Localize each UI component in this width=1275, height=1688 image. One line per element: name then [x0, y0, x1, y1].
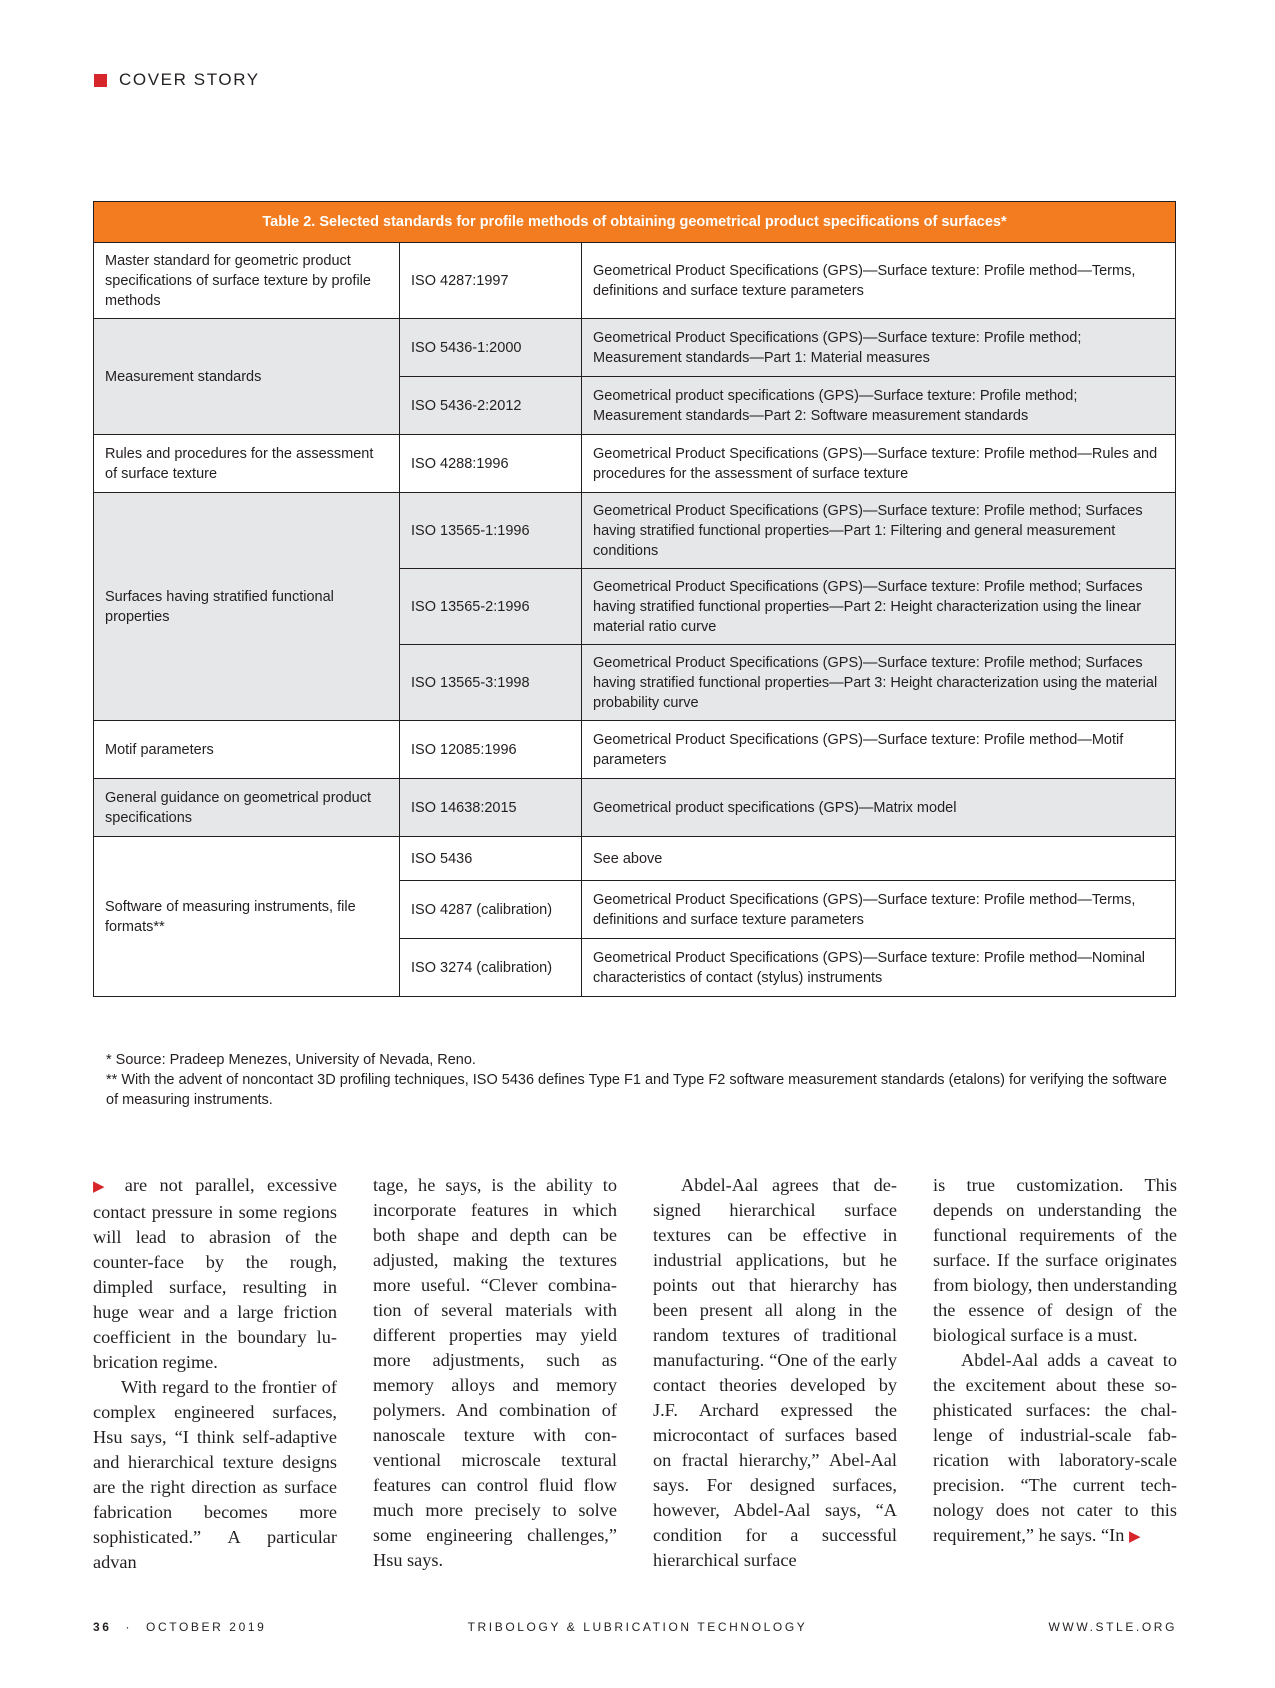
standards-table	[93, 201, 1176, 997]
row-standard: ISO 13565-3:1998	[400, 645, 582, 721]
footnote-software: ** With the advent of noncontact 3D profiling techniques, ISO 5436 defines Type F1 and Type F2 software measurement standards (etalons) for verifying the software of measuring instruments.	[106, 1072, 1167, 1108]
article-column-2	[373, 1173, 617, 1573]
paragraph-text: are not parallel, excessive contact pressure in some regions will lead to abrasion of the counter-face by the rough, dimpled surface, resulting in huge wear and a large friction coefficient in the boundary lubrication regime.	[93, 1175, 337, 1372]
row-category: Measurement standards	[94, 319, 400, 435]
article-column-4	[933, 1173, 1177, 1550]
page-number: 36	[93, 1620, 112, 1634]
row-standard: ISO 4288:1996	[400, 435, 582, 493]
row-title: Geometrical product specifications (GPS)—Matrix model	[582, 779, 1176, 837]
table-row	[94, 837, 1176, 881]
magazine-name: TRIBOLOGY & LUBRICATION TECHNOLOGY	[467, 1620, 808, 1634]
row-standard: ISO 3274 (calibration)	[400, 939, 582, 997]
row-title: Geometrical Product Specifications (GPS)—Surface texture: Profile method—Terms, definitions and surface texture parameters	[582, 881, 1176, 939]
table-row	[94, 721, 1176, 779]
row-title: Geometrical product specifications (GPS)—Surface texture: Profile method; Measurement standards—Part 2: Software measurement standards	[582, 377, 1176, 435]
section-label	[94, 70, 260, 90]
section-marker-icon	[94, 74, 107, 87]
paragraph-text: Abdel-Aal adds a caveat to the excitement about these sophisticated surfaces: the challenge of industrial-scale fabrication with laboratory-scale precision. “The current technology does not cater to this requirement,” he says. “In	[933, 1350, 1177, 1545]
row-category: Software of measuring instruments, file formats**	[94, 837, 400, 997]
row-standard: ISO 5436	[400, 837, 582, 881]
footer-separator: ·	[125, 1620, 133, 1634]
paragraph: With regard to the frontier of complex engineered surfaces, Hsu says, “I think self-adaptive and hierarchical texture designs are the right direction as surface fabrication becomes more sophisticated.” A particular advan	[93, 1377, 337, 1572]
row-title: Geometrical Product Specifications (GPS)—Surface texture: Profile method; Measurement standards—Part 1: Material measures	[582, 319, 1176, 377]
paragraph: Abdel-Aal agrees that designed hierarchical surface textures can be effective in industrial applications, but he points out that hierarchy has been present all along in the random textures of traditional manufacturing. “One of the early contact theories developed by J.F. Archard expressed the microcontact of surfaces based on fractal hierarchy,” Abel-Aal says. For designed surfaces, however, Abdel-Aal says, “A condition for a successful hierarchical surface	[653, 1175, 897, 1570]
row-title: Geometrical Product Specifications (GPS)—Surface texture: Profile method; Surfaces having stratified functional properties—Part 3: Height characterization using the material probability curve	[582, 645, 1176, 721]
row-title: Geometrical Product Specifications (GPS)—Surface texture: Profile method—Terms, definitions and surface texture parameters	[582, 243, 1176, 319]
row-title: See above	[582, 837, 1176, 881]
row-standard: ISO 5436-1:2000	[400, 319, 582, 377]
issue-date: OCTOBER 2019	[146, 1620, 267, 1634]
footnote-source: * Source: Pradeep Menezes, University of Nevada, Reno.	[106, 1052, 476, 1068]
row-title: Geometrical Product Specifications (GPS)—Surface texture: Profile method; Surfaces having stratified functional properties—Part 1: Filtering and general measurement conditions	[582, 493, 1176, 569]
table-row	[94, 243, 1176, 319]
row-standard: ISO 4287:1997	[400, 243, 582, 319]
row-category: Surfaces having stratified functional properties	[94, 493, 400, 721]
row-standard: ISO 14638:2015	[400, 779, 582, 837]
row-standard: ISO 13565-1:1996	[400, 493, 582, 569]
paragraph	[93, 1173, 337, 1375]
row-title: Geometrical Product Specifications (GPS)—Surface texture: Profile method—Motif parameters	[582, 721, 1176, 779]
table-footnotes	[106, 1050, 1176, 1110]
row-category: General guidance on geometrical product specifications	[94, 779, 400, 837]
row-standard: ISO 4287 (calibration)	[400, 881, 582, 939]
table-row	[94, 493, 1176, 569]
table-row	[94, 435, 1176, 493]
row-title: Geometrical Product Specifications (GPS)—Surface texture: Profile method; Surfaces having stratified functional properties—Part 2: Height characterization using the linear material ratio curve	[582, 569, 1176, 645]
paragraph	[933, 1348, 1177, 1550]
table-row	[94, 779, 1176, 837]
row-category: Master standard for geometric product specifications of surface texture by profile methods	[94, 243, 400, 319]
row-standard: ISO 5436-2:2012	[400, 377, 582, 435]
article-column-1	[93, 1173, 337, 1575]
red-triangle-icon: ▶	[1128, 1529, 1141, 1545]
website-link[interactable]: WWW.STLE.ORG	[1048, 1620, 1177, 1634]
red-triangle-icon: ▶	[93, 1179, 113, 1195]
row-title: Geometrical Product Specifications (GPS)—Surface texture: Profile method—Rules and procedures for the assessment of surface texture	[582, 435, 1176, 493]
article-column-3	[653, 1173, 897, 1573]
table-row	[94, 319, 1176, 377]
table-caption: Table 2. Selected standards for profile methods of obtaining geometrical product specifications of surfaces*	[94, 202, 1176, 243]
row-standard: ISO 13565-2:1996	[400, 569, 582, 645]
paragraph: is true customization. This depends on understanding the functional requirements of the surface. If the surface originates from biology, then understanding the essence of design of the biological surface is a must.	[933, 1175, 1177, 1345]
row-title: Geometrical Product Specifications (GPS)—Surface texture: Profile method—Nominal characteristics of contact (stylus) instruments	[582, 939, 1176, 997]
row-standard: ISO 12085:1996	[400, 721, 582, 779]
row-category: Rules and procedures for the assessment of surface texture	[94, 435, 400, 493]
section-title: COVER STORY	[119, 70, 260, 89]
row-category: Motif parameters	[94, 721, 400, 779]
paragraph: tage, he says, is the ability to incorporate features in which both shape and depth can be adjusted, making the textures more useful. “Clever combination of several materials with different properties may yield more adjustments, such as memory alloys and memory polymers. And combination of nanoscale texture with conventional microscale textural features can control fluid flow much more precisely to solve some engineering challenges,” Hsu says.	[373, 1175, 617, 1570]
